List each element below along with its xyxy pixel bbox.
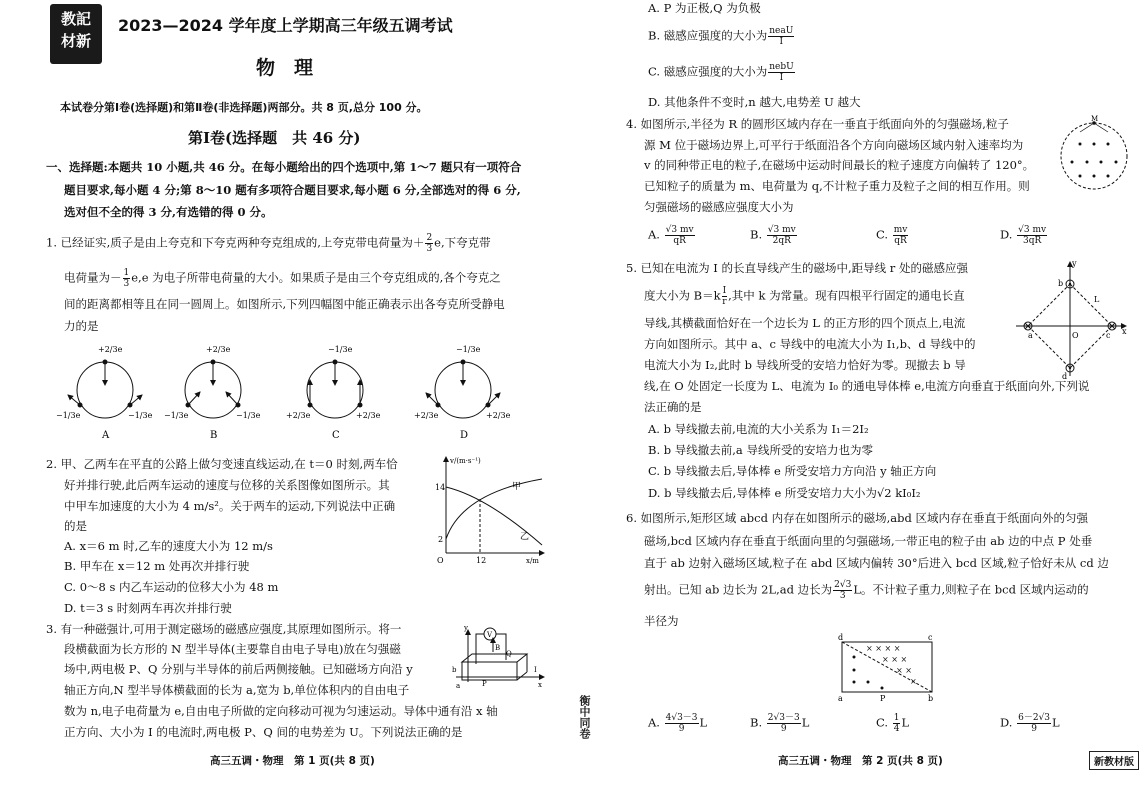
q6-line: 6. 如图所示,矩形区域 abcd 内存在如图所示的磁场,abd 区域内存在垂直于纸面向外的匀强 <box>626 511 1089 525</box>
svg-text:a: a <box>456 682 461 690</box>
svg-text:×: × <box>910 677 917 686</box>
svg-text:D: D <box>460 430 469 441</box>
q6-line: 半径为 <box>644 614 679 628</box>
q1-line: 1. 已经证实,质子是由上夸克和下夸克两种夸克组成的,上夸克带电荷量为＋ $\frac{2}{3}$ e,下夸克带 <box>46 233 491 254</box>
q1-figures <box>50 340 550 445</box>
q2-line: 中甲车加速度的大小为 4 m/s²。关于两车的运动,下列说法中正确 <box>64 499 396 513</box>
q2-option-a: A. x＝6 m 时,乙车的速度大小为 12 m/s <box>64 539 273 553</box>
graph-jia: 甲 <box>512 482 522 492</box>
svg-text:b: b <box>1058 279 1064 288</box>
edition-badge: 新教材版 <box>1089 751 1139 770</box>
svg-text:−1/3e: −1/3e <box>128 411 153 420</box>
svg-text:−1/3e: −1/3e <box>164 411 189 420</box>
svg-text:× ×: × × <box>896 666 912 675</box>
q1-line: 电荷量为－ $\frac{1}{3}$ e,e 为电子所带电荷量的大小。如果质子是由三个夸克组成的,各个夸克之 <box>64 268 501 289</box>
svg-text:× × ×: × × × <box>882 655 908 664</box>
svg-text:A: A <box>102 430 110 441</box>
q2-line: 的是 <box>64 519 87 533</box>
q5-line: 度大小为 B＝k $\frac{I}{r}$ ,其中 k 为常量。现有四根平行固定的通电长直 <box>644 286 965 307</box>
q2-option-d: D. t＝3 s 时刻两车再次并排行驶 <box>64 601 232 615</box>
q6-option-c: C. $\frac{1}{4}$ L <box>876 713 910 734</box>
q3-line: 正方向、大小为 I 的电流时,两电极 P、Q 间的电势差为 U。下列说法正确的是 <box>64 725 463 739</box>
q4-option-c: C. $\frac{mv}{qR}$ <box>876 225 908 246</box>
instruction-line: 题目要求,每小题 4 分;第 8～10 题有多项符合题目要求,每小题 6 分,全部选对的得 6 分, <box>64 183 521 197</box>
section-title: 第Ⅰ卷(选择题 共 46 分) <box>188 129 361 147</box>
q6-option-d: D. $\frac{6-2√3}{9}$ L <box>1000 713 1060 734</box>
svg-text:−1/3e: −1/3e <box>328 345 353 354</box>
svg-text:P: P <box>880 694 886 702</box>
q3-line: 轴正方向,N 型半导体横截面的长为 a,宽为 b,单位体积内的自由电子 <box>64 683 410 697</box>
svg-text:−1/3e: −1/3e <box>456 345 481 354</box>
q3-line: 场中,两电极 P、Q 分别与半导体的前后两侧接触。已知磁场方向沿 y <box>64 662 413 676</box>
fraction: $\frac{2√3}{3}$ <box>834 580 852 601</box>
svg-text:c: c <box>1106 331 1111 340</box>
q4-option-a: A. $\frac{√3 mv}{qR}$ <box>648 225 694 246</box>
svg-text:P: P <box>482 680 487 688</box>
q6-line: 射出。已知 ab 边长为 2L,ad 边长为 $\frac{2√3}{3}$ L。不计粒子重力,则粒子在 bcd 区域内运动的 <box>644 580 1089 601</box>
q5-line: 方向如图所示。其中 a、c 导线中的电流大小为 I₁,b、d 导线中的 <box>644 337 976 351</box>
q3-option-b: B. 磁感应强度的大小为 $\frac{\text{neaU}}{I}$ <box>648 26 794 47</box>
figure-c <box>286 345 381 441</box>
graph-x1: 12 <box>476 556 487 565</box>
q2-line: 好并排行驶,此后两车运动的速度与位移的关系图像如图所示。其 <box>64 478 390 492</box>
q5-diagram <box>1010 258 1130 383</box>
q4-line: 匀强磁场的磁感应强度大小为 <box>644 200 794 214</box>
q6-option-a: A. $\frac{4√3-3}{9}$ L <box>648 713 708 734</box>
graph-origin: O <box>437 556 444 565</box>
fraction: $\frac{\text{nebU}}{I}$ <box>769 62 794 83</box>
q5-line: 电流大小为 I₂,此时 b 导线所受的安培力恰好为零。现撤去 b 导 <box>644 358 966 372</box>
q2-option-b: B. 甲车在 x＝12 m 处再次并排行驶 <box>64 559 250 573</box>
left-page <box>0 0 570 785</box>
svg-text:× × × ×: × × × × <box>866 644 901 653</box>
svg-text:+2/3e: +2/3e <box>206 345 231 354</box>
fraction: $\frac{2}{3}$ <box>426 233 433 254</box>
svg-text:y: y <box>1072 259 1077 268</box>
q3-line: 段横截面为长方形的 N 型半导体(主要靠自由电子导电)放在匀强磁 <box>64 642 401 656</box>
svg-text:c: c <box>928 633 933 642</box>
graph-y2: 2 <box>438 535 444 544</box>
svg-text:−1/3e: −1/3e <box>236 411 261 420</box>
svg-text:y: y <box>464 624 468 632</box>
q1-line: 力的是 <box>64 319 99 333</box>
q1-line: 间的距离都相等且在同一圆周上。如图所示,下列四幅图中能正确表示出各夸克所受静电 <box>64 297 505 311</box>
q5-line: 5. 已知在电流为 I 的长直导线产生的磁场中,距导线 r 处的磁感应强 <box>626 261 968 275</box>
q3-option-a: A. P 为正极,Q 为负极 <box>648 1 761 15</box>
q4-line: 已知粒子的质量为 m、电荷量为 q,不计粒子重力及粒子之间的相互作用。则 <box>644 179 1030 193</box>
q6-option-b: B. $\frac{2√3-3}{9}$ L <box>750 713 810 734</box>
svg-text:O: O <box>1072 331 1079 340</box>
figure-b <box>164 345 261 441</box>
svg-text:+2/3e: +2/3e <box>414 411 439 420</box>
q3-line: 数为 n,电子电荷量为 e,自由电子所做的定向移动可视为匀速运动。导体中通有沿 x 轴 <box>64 704 498 718</box>
svg-text:I: I <box>534 666 537 674</box>
instruction-line: 一、选择题:本题共 10 小题,共 46 分。在每小题给出的四个选项中,第 1～7 题只有一项符合 <box>46 160 522 174</box>
q2-option-c: C. 0～8 s 内乙车运动的位移大小为 48 m <box>64 580 279 594</box>
graph-yi: 乙 <box>520 532 530 542</box>
q5-option-c: C. b 导线撤去后,导体棒 e 所受安培力方向沿 y 轴正方向 <box>648 464 937 478</box>
q2-line: 2. 甲、乙两车在平直的公路上做匀变速直线运动,在 t＝0 时刻,两车恰 <box>46 457 398 471</box>
svg-text:a: a <box>838 694 843 702</box>
graph-xlabel: x/m <box>526 557 539 565</box>
svg-text:+2/3e: +2/3e <box>356 411 381 420</box>
q4-option-b: B. $\frac{√3 mv}{2qR}$ <box>750 225 796 246</box>
graph-ylabel: v/(m·s⁻¹) <box>450 457 481 465</box>
svg-text:L: L <box>1094 295 1100 304</box>
subject-title: 物 理 <box>256 57 314 79</box>
svg-text:a: a <box>1028 331 1033 340</box>
footer-left: 高三五调・物理 第 1 页(共 8 页) <box>210 755 375 767</box>
q4-line: 源 M 位于磁场边界上,可平行于纸面沿各个方向向磁场区域内射入速率均为 <box>644 138 1024 152</box>
svg-text:b: b <box>928 694 934 702</box>
q6-line: 磁场,bcd 区域内存在垂直于纸面向里的匀强磁场,一带正电的粒子由 ab 边的中点 P 处垂 <box>644 534 1093 548</box>
svg-text:+2/3e: +2/3e <box>98 345 123 354</box>
footer-right: 高三五调・物理 第 2 页(共 8 页) <box>778 755 943 767</box>
q5-line: 法正确的是 <box>644 400 702 414</box>
logo: 教記材新 <box>50 4 102 64</box>
fraction: $\frac{1}{3}$ <box>123 268 130 289</box>
q2-graph <box>432 453 550 565</box>
svg-text:C: C <box>332 430 340 441</box>
svg-text:Q: Q <box>506 650 512 658</box>
seal-stamp: 衡中同卷 <box>578 695 591 739</box>
figure-a <box>56 345 153 441</box>
svg-text:V: V <box>487 631 493 639</box>
q6-diagram <box>836 632 946 702</box>
svg-text:B: B <box>495 644 501 652</box>
q5-line: 导线,其横截面恰好在一个边长为 L 的正方形的四个顶点上,电流 <box>644 316 966 330</box>
fraction: $\frac{I}{r}$ <box>722 286 727 307</box>
q4-line: v 的同种带正电的粒子,在磁场中运动时间最长的粒子速度方向偏转了 120°。 <box>644 158 1035 172</box>
exam-title: 2023—2024 学年度上学期高三年级五调考试 <box>118 16 453 35</box>
exam-intro: 本试卷分第Ⅰ卷(选择题)和第Ⅱ卷(非选择题)两部分。共 8 页,总分 100 分。 <box>60 101 428 114</box>
svg-text:+2/3e: +2/3e <box>286 411 311 420</box>
right-page <box>578 0 1147 785</box>
svg-text:−1/3e: −1/3e <box>56 411 81 420</box>
svg-text:x: x <box>538 681 542 689</box>
fraction: $\frac{\text{neaU}}{I}$ <box>769 26 794 47</box>
figure-d <box>414 345 511 441</box>
svg-text:+2/3e: +2/3e <box>486 411 511 420</box>
q6-line: 直于 ab 边射入磁场区域,粒子在 abd 区域内偏转 30°后进入 bcd 区域,粒子恰好未从 cd 边 <box>644 556 1109 570</box>
svg-text:d: d <box>1062 372 1068 381</box>
q5-line: 线,在 O 处固定一长度为 L、电流为 I₀ 的通电导体棒 e,电流方向垂直于纸面向外,下列说 <box>644 379 1090 393</box>
q5-option-d: D. b 导线撤去后,导体棒 e 所受安培力大小为√2 kI₀I₂ <box>648 486 921 500</box>
svg-text:x: x <box>1122 327 1127 336</box>
graph-y1: 14 <box>435 483 446 492</box>
svg-text:b: b <box>452 666 457 674</box>
q3-option-c: C. 磁感应强度的大小为 $\frac{\text{nebU}}{I}$ <box>648 62 794 83</box>
q3-line: 3. 有一种磁强计,可用于测定磁场的磁感应强度,其原理如图所示。将一 <box>46 622 402 636</box>
q5-option-b: B. b 导线撤去前,a 导线所受的安培力也为零 <box>648 443 873 457</box>
q5-option-a: A. b 导线撤去前,电流的大小关系为 I₁＝2I₂ <box>648 422 869 436</box>
q4-diagram <box>1058 114 1130 192</box>
q4-line: 4. 如图所示,半径为 R 的圆形区域内存在一垂直于纸面向外的匀强磁场,粒子 <box>626 117 1009 131</box>
svg-text:B: B <box>210 430 218 441</box>
instruction-line: 选对但不全的得 3 分,有选错的得 0 分。 <box>64 205 273 219</box>
svg-text:M: M <box>1091 115 1099 123</box>
q3-diagram <box>448 622 548 692</box>
q3-option-d: D. 其他条件不变时,n 越大,电势差 U 越大 <box>648 95 861 109</box>
q4-option-d: D. $\frac{√3 mv}{3qR}$ <box>1000 225 1047 246</box>
svg-text:d: d <box>838 633 844 642</box>
